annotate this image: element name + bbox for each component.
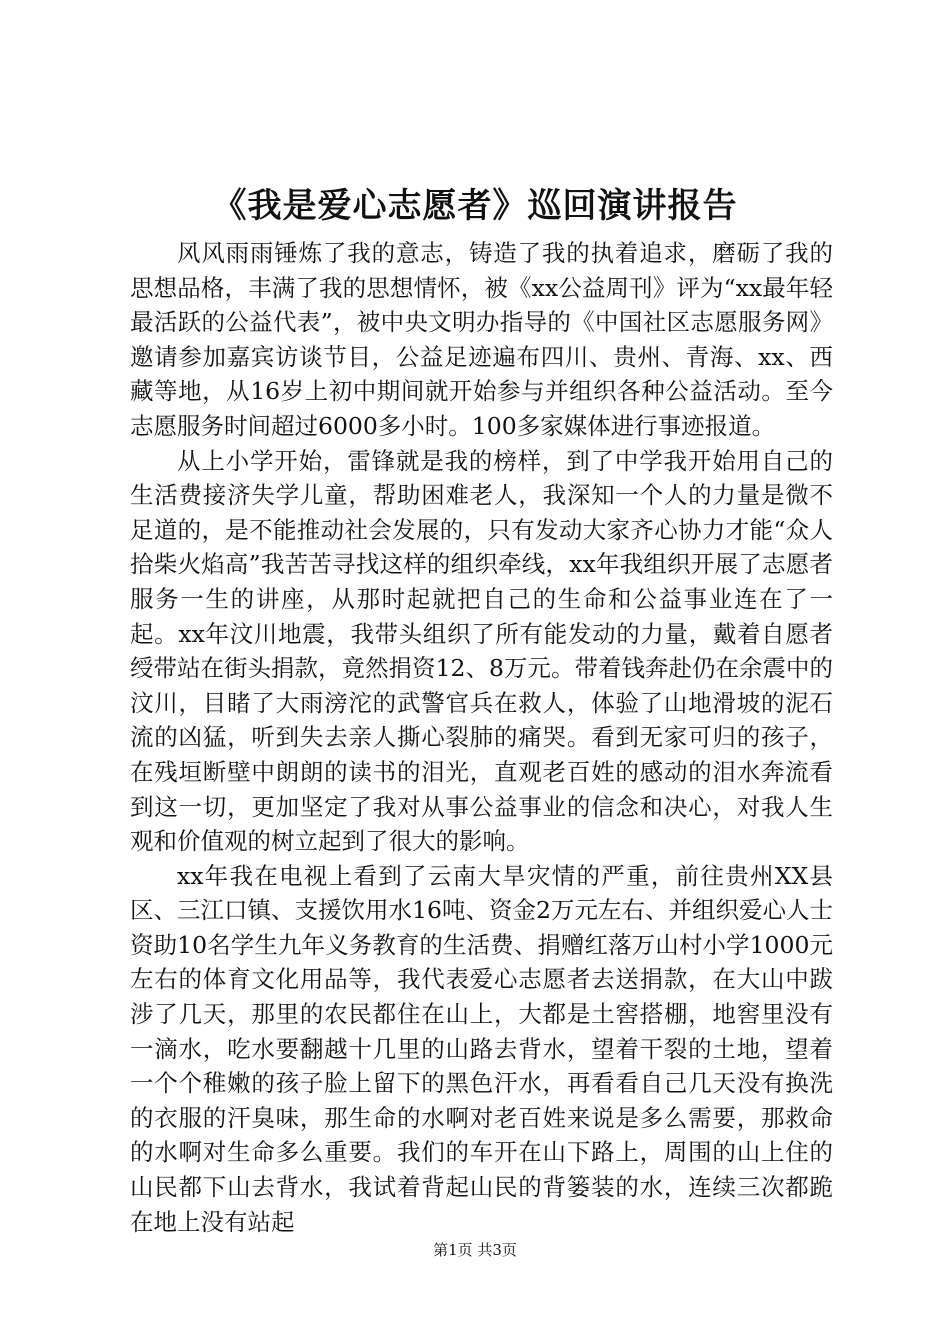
page-title: 《我是爱心志愿者》巡回演讲报告 <box>212 186 738 226</box>
paragraph: 从上小学开始，雷锋就是我的榜样，到了中学我开始用自己的生活费接济失学儿童，帮助困难老人，我深知一个人的力量是微不足道的，是不能推动社会发展的，只有发动大家齐心协力才能“众人拾柴火焰高”我苦苦寻找这样的组织牵线，xx年我组织开展了志愿者服务一生的讲座，从那时起就把自己的生命和公益事业连在了一起。xx年汶川地震，我带头组织了所有能发动的力量，戴着自愿者绶带站在街头捐款，竟然捐资12、8万元。带着钱奔赴仍在余震中的汶川，目睹了大雨滂沱的武警官兵在救人，体验了山地滑坡的泥石流的凶猛，听到失去亲人撕心裂肺的痛哭。看到无家可归的孩子，在残垣断壁中朗朗的读书的泪光，直观老百姓的感动的泪水奔流看到这一切，更加坚定了我对从事公益事业的信念和决心，对我人生观和价值观的树立起到了很大的影响。 <box>130 446 833 856</box>
paragraph: xx年我在电视上看到了云南大旱灾情的严重，前往贵州XX县区、三江口镇、支援饮用水16吨、资金2万元左右、并组织爱心人士资助10名学生九年义务教育的生活费、捐赠红落万山村小学1000元左右的体育文化用品等，我代表爱心志愿者去送捐款，在大山中跋涉了几天，那里的农民都住在山上，大都是土窖搭棚，地窖里没有一滴水，吃水要翻越十几里的山路去背水，望着干裂的土地，望着一个个稚嫩的孩子脸上留下的黑色汗水，再看看自己几天没有换洗的衣服的汗臭味，那生命的水啊对老百姓来说是多么需要，那救命的水啊对生命多么重要。我们的车开在山下路上，周围的山上住的山民都下山去背水，我试着背起山民的背篓装的水，连续三次都跪在地上没有站起 <box>130 861 833 1236</box>
paragraph: 风风雨雨锤炼了我的意志，铸造了我的执着追求，磨砺了我的思想品格，丰满了我的思想情怀，被《xx公益周刊》评为“xx最年轻最活跃的公益代表”，被中央文明办指导的《中国社区志愿服务网》邀请参加嘉宾访谈节目，公益足迹遍布四川、贵州、青海、xx、西藏等地，从16岁上初中期间就开始参与并组织各种公益活动。至今志愿服务时间超过6000多小时。100多家媒体进行事迹报道。 <box>130 239 833 440</box>
page-number: 第1页 共3页 <box>433 1241 517 1259</box>
document-body <box>130 236 833 1239</box>
